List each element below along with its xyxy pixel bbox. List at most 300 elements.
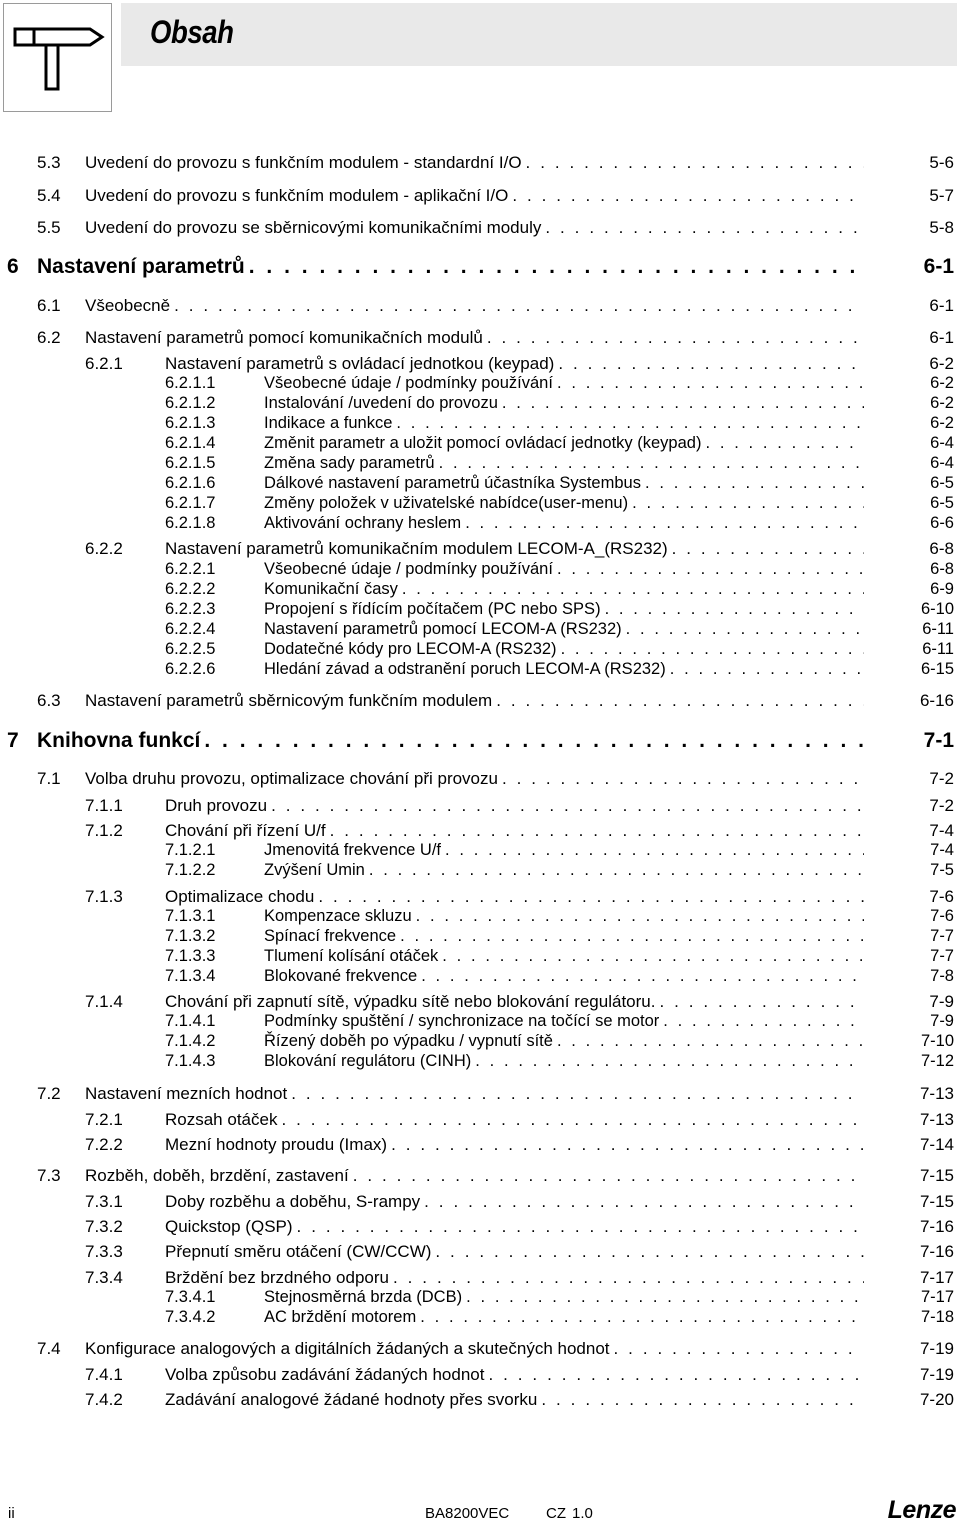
dot-leader (496, 691, 864, 711)
toc-page-number: 6-8 (929, 539, 954, 558)
toc-title-text: Chování při zapnutí sítě, výpadku sítě nebo blokování regulátoru. (165, 992, 656, 1011)
toc-page-number: 7-8 (930, 967, 954, 985)
toc-entry[interactable] (0, 1032, 960, 1054)
dot-leader (435, 1242, 864, 1262)
dot-leader (561, 640, 864, 659)
toc-title (85, 691, 864, 711)
toc-title (85, 153, 864, 173)
toc-page-number: 7-19 (919, 1365, 954, 1384)
toc-page-number: 7-20 (919, 1390, 954, 1409)
dot-leader (626, 620, 864, 639)
toc-entry[interactable] (0, 1192, 960, 1214)
dot-leader (557, 1032, 864, 1051)
toc-number: 7.1.4 (85, 992, 123, 1011)
toc-title-text: Komunikační časy (264, 580, 398, 598)
toc-page-number: 7-15 (919, 1166, 954, 1185)
toc-title (165, 1242, 864, 1262)
toc-title (85, 1084, 864, 1104)
toc-title-text: Blokované frekvence (264, 967, 418, 985)
dot-leader (396, 414, 864, 433)
toc-title (264, 494, 864, 513)
toc-title-text: Indikace a funkce (264, 414, 393, 432)
toc-entry[interactable] (0, 640, 960, 662)
toc-page-number: 7-15 (919, 1192, 954, 1211)
toc-title-text: Uvedení do provozu se sběrnicovými komunikačními moduly (85, 218, 542, 237)
toc-title-text: Druh provozu (165, 796, 268, 815)
toc-chapter[interactable] (0, 255, 960, 277)
toc-page-number: 6-5 (930, 494, 954, 512)
toc-title (264, 947, 864, 966)
toc-entry[interactable] (0, 414, 960, 436)
toc-entry[interactable] (0, 841, 960, 863)
toc-title (264, 600, 864, 619)
toc-title (264, 861, 864, 880)
toc-title (264, 660, 864, 679)
toc-entry[interactable] (0, 296, 960, 318)
toc-number: 6.2.1.7 (165, 494, 216, 512)
dot-leader (465, 514, 864, 533)
toc-entry[interactable] (0, 539, 960, 561)
toc-title (165, 1135, 864, 1155)
toc-page-number: 6-2 (929, 354, 954, 373)
toc-number: 7.1.2 (85, 821, 123, 840)
toc-entry[interactable] (0, 796, 960, 818)
dot-leader (330, 821, 864, 841)
toc-page-number: 7-6 (929, 887, 954, 906)
toc-entry[interactable] (0, 1308, 960, 1330)
toc-title-text: Stejnosměrná brzda (DCB) (264, 1288, 463, 1306)
toc-number: 7.1.4.1 (165, 1012, 216, 1030)
toc-entry[interactable] (0, 514, 960, 536)
dot-leader (421, 967, 864, 986)
toc-title (165, 796, 864, 816)
toc-number: 7.3.3 (85, 1242, 123, 1261)
toc-title (85, 328, 864, 348)
dot-leader (369, 861, 864, 880)
toc-number: 7.1.4.2 (165, 1032, 216, 1050)
toc-title-text: Podmínky spuštění / synchronizace na točící se motor (264, 1012, 660, 1030)
toc-title (264, 1288, 864, 1307)
toc-page-number: 6-15 (920, 660, 954, 678)
toc-title (165, 1390, 864, 1410)
toc-number: 7.1 (37, 769, 61, 788)
toc-number: 7.2.2 (85, 1135, 123, 1154)
toc-page-number: 6-1 (929, 296, 954, 315)
toc-chapter[interactable] (0, 729, 960, 751)
toc-page-number: 6-4 (930, 434, 954, 452)
toc-title-text: Nastavení parametrů (37, 255, 245, 278)
dot-leader (488, 1365, 864, 1385)
toc-number: 7 (7, 729, 19, 752)
toc-number: 6.2.1.3 (165, 414, 216, 432)
toc-title (264, 620, 864, 639)
dot-leader (291, 1084, 864, 1104)
toc-entry[interactable] (0, 218, 960, 240)
toc-number: 7.1.3.4 (165, 967, 216, 985)
toc-entry[interactable] (0, 887, 960, 909)
toc-title (165, 1268, 864, 1288)
toc-title (165, 354, 864, 374)
toc-title-text: Volba druhu provozu, optimalizace chování při provozu (85, 769, 498, 788)
toc-entry[interactable] (0, 354, 960, 376)
dot-leader (204, 729, 864, 753)
toc-title (264, 1032, 864, 1051)
toc-number: 7.1.4.3 (165, 1052, 216, 1070)
footer-version: 1.0 (572, 1505, 593, 1522)
dot-leader (605, 600, 864, 619)
toc-page-number: 6-8 (930, 560, 954, 578)
toc-number: 7.1.2.2 (165, 861, 216, 879)
toc-title-text: AC brždění motorem (264, 1308, 417, 1326)
dot-leader (442, 947, 864, 966)
toc-number: 7.1.1 (85, 796, 123, 815)
toc-number: 7.4.2 (85, 1390, 123, 1409)
dot-leader (416, 907, 864, 926)
toc-title (264, 394, 864, 413)
toc-page-number: 7-9 (930, 1012, 954, 1030)
toc-title (264, 374, 864, 393)
toc-page-number: 7-6 (930, 907, 954, 925)
toc-title (165, 1365, 864, 1385)
toc-title-text: Volba způsobu zadávání žádaných hodnot (165, 1365, 485, 1384)
toc-page-number: 6-11 (922, 620, 954, 638)
toc-title-text: Nastavení parametrů sběrnicovým funkčním modulem (85, 691, 493, 710)
dot-leader (557, 374, 864, 393)
toc-title-text: Zvýšení Umin (264, 861, 365, 879)
toc-title (264, 414, 864, 433)
toc-entry[interactable] (0, 992, 960, 1014)
toc-number: 5.3 (37, 153, 61, 172)
toc-title-text: Jmenovitá frekvence U/f (264, 841, 441, 859)
toc-number: 6.2.1.4 (165, 434, 216, 452)
page-title: Obsah (150, 14, 234, 50)
toc-title (264, 514, 864, 533)
dot-leader (353, 1166, 864, 1186)
toc-entry[interactable] (0, 454, 960, 476)
toc-title (264, 580, 864, 599)
toc-title (165, 992, 864, 1012)
toc-entry[interactable] (0, 153, 960, 175)
toc-entry[interactable] (0, 186, 960, 208)
toc-page-number: 7-1 (923, 729, 954, 752)
toc-entry[interactable] (0, 474, 960, 496)
toc-title (85, 1166, 864, 1186)
dot-leader (445, 841, 864, 860)
toc-number: 6.2.2.6 (165, 660, 216, 678)
toc-number: 7.3.4.2 (165, 1308, 216, 1326)
toc-title-text: Nastavení parametrů komunikačním modulem LECOM-A_(RS232) (165, 539, 668, 558)
toc-title (85, 186, 864, 206)
toc-page-number: 6-4 (930, 454, 954, 472)
toc-title (264, 434, 864, 453)
toc-title-text: Všeobecné údaje / podmínky používání (264, 374, 553, 392)
toc-entry[interactable] (0, 1052, 960, 1074)
dot-leader (402, 580, 864, 599)
toc-entry[interactable] (0, 967, 960, 989)
toc-page-number: 6-1 (923, 255, 954, 278)
toc-title-text: Brždění bez brzdného odporu (165, 1268, 389, 1287)
dot-leader (541, 1390, 864, 1410)
toc-entry[interactable] (0, 328, 960, 350)
toc-entry[interactable] (0, 1339, 960, 1361)
toc-title (165, 821, 864, 841)
toc-title-text: Dálkové nastavení parametrů účastníka Systembus (264, 474, 641, 492)
toc-number: 6 (7, 255, 19, 278)
footer-doc-code: BA8200VEC (425, 1505, 510, 1522)
toc-page-number: 7-4 (930, 841, 954, 859)
toc-number: 7.1.2.1 (165, 841, 216, 859)
dot-leader (271, 796, 864, 816)
toc-number: 5.4 (37, 186, 61, 205)
toc-title (264, 907, 864, 926)
toc-entry[interactable] (0, 1390, 960, 1412)
toc-entry[interactable] (0, 580, 960, 602)
toc-page-number: 7-10 (920, 1032, 954, 1050)
toc-entry[interactable] (0, 861, 960, 883)
toc-page-number: 7-16 (919, 1242, 954, 1261)
toc-page-number: 7-7 (930, 927, 954, 945)
dot-leader (632, 494, 864, 513)
toc-title-text: Aktivování ochrany heslem (264, 514, 462, 532)
toc-entry[interactable] (0, 907, 960, 929)
toc-entry[interactable] (0, 1084, 960, 1106)
toc-page-number: 7-12 (920, 1052, 954, 1070)
toc-entry[interactable] (0, 560, 960, 582)
toc-page-number: 7-7 (930, 947, 954, 965)
toc-title-text: Přepnutí směru otáčení (CW/CCW) (165, 1242, 432, 1261)
toc-title-text: Nastavení parametrů pomocí LECOM-A (RS232) (264, 620, 622, 638)
toc-page-number: 7-17 (920, 1288, 954, 1306)
toc-number: 7.4 (37, 1339, 61, 1358)
toc-page-number: 6-2 (930, 394, 954, 412)
toc-entry[interactable] (0, 1268, 960, 1290)
dot-leader (297, 1217, 864, 1237)
toc-page-number: 6-2 (930, 414, 954, 432)
toc-title-text: Mezní hodnoty proudu (Imax) (165, 1135, 388, 1154)
toc-page-number: 7-14 (919, 1135, 954, 1154)
toc-number: 6.2.1.1 (165, 374, 216, 392)
footer-page-number: ii (8, 1505, 15, 1522)
toc-title-text: Tlumení kolísání otáček (264, 947, 439, 965)
toc-title (165, 539, 864, 559)
toc-number: 7.1.3.2 (165, 927, 216, 945)
toc-title-text: Změny položek v uživatelské nabídce(user-menu) (264, 494, 629, 512)
dot-leader (400, 927, 864, 946)
dot-leader (526, 153, 864, 173)
toc-number: 6.2.1.2 (165, 394, 216, 412)
toc-title-text: Nastavení mezních hodnot (85, 1084, 288, 1103)
toc-entry[interactable] (0, 927, 960, 949)
toc-page-number: 7-4 (929, 821, 954, 840)
toc-number: 6.2.2.3 (165, 600, 216, 618)
toc-page-number: 7-13 (919, 1084, 954, 1103)
dot-leader (512, 186, 864, 206)
toc-number: 6.2.2.4 (165, 620, 216, 638)
toc-entry[interactable] (0, 691, 960, 713)
toc-page-number: 7-19 (919, 1339, 954, 1358)
dot-leader (502, 769, 864, 789)
dot-leader (174, 296, 864, 316)
toc-number: 7.3.2 (85, 1217, 123, 1236)
dot-leader (487, 328, 864, 348)
toc-page-number: 6-2 (930, 374, 954, 392)
toc-title-text: Změna sady parametrů (264, 454, 435, 472)
toc-entry[interactable] (0, 1110, 960, 1132)
toc-page-number: 6-11 (922, 640, 954, 658)
toc-title (85, 218, 864, 238)
dot-leader (663, 1012, 864, 1031)
toc-entry[interactable] (0, 600, 960, 622)
toc-title (264, 474, 864, 493)
toc-page-number: 7-16 (919, 1217, 954, 1236)
toc-title-text: Kompenzace skluzu (264, 907, 412, 925)
footer-language: CZ (546, 1505, 566, 1522)
toc-entry[interactable] (0, 394, 960, 416)
dot-leader (645, 474, 864, 493)
toc-page-number: 6-10 (920, 600, 954, 618)
toc-entry[interactable] (0, 1365, 960, 1387)
toc-title-text: Dodatečné kódy pro LECOM-A (RS232) (264, 640, 557, 658)
toc-number: 6.2.1.6 (165, 474, 216, 492)
toc-page-number: 6-9 (930, 580, 954, 598)
toc-page-number: 7-5 (930, 861, 954, 879)
toc-title (85, 769, 864, 789)
toc-title (264, 640, 864, 659)
toc-number: 6.2.2.5 (165, 640, 216, 658)
toc-title-text: Všeobecně (85, 296, 171, 315)
toc-number: 7.3.1 (85, 1192, 123, 1211)
toc-entry[interactable] (0, 1135, 960, 1157)
toc-title (264, 1052, 864, 1071)
toc-title-text: Spínací frekvence (264, 927, 397, 945)
toc-page-number: 7-2 (929, 796, 954, 815)
toc-title-text: Optimalizace chodu (165, 887, 315, 906)
dot-leader (558, 354, 864, 374)
toc-title-text: Hledání závad a odstranění poruch LECOM-A (RS232) (264, 660, 666, 678)
toc-entry[interactable] (0, 769, 960, 791)
toc-title (165, 887, 864, 907)
toc-title (264, 967, 864, 986)
toc-page-number: 7-2 (929, 769, 954, 788)
dot-leader (614, 1339, 864, 1359)
toc-title (264, 841, 864, 860)
toc-entry[interactable] (0, 1166, 960, 1188)
toc-title-text: Instalování /uvedení do provozu (264, 394, 498, 412)
dot-leader (439, 454, 864, 473)
toc-number: 6.3 (37, 691, 61, 710)
toc-number: 6.2 (37, 328, 61, 347)
signpost-icon (3, 3, 112, 112)
toc-entry[interactable] (0, 660, 960, 682)
brand-logo: Lenze (887, 1496, 956, 1524)
toc-number: 7.3.4.1 (165, 1288, 216, 1306)
toc-title (264, 1012, 864, 1031)
toc-number: 6.2.1 (85, 354, 123, 373)
toc-number: 7.3.4 (85, 1268, 123, 1287)
toc-title (165, 1110, 864, 1130)
toc-title-text: Quickstop (QSP) (165, 1217, 293, 1236)
dot-leader (281, 1110, 864, 1130)
toc-page-number: 5-7 (929, 186, 954, 205)
toc-page-number: 7-13 (919, 1110, 954, 1129)
toc-title-text: Nastavení parametrů pomocí komunikačních modulů (85, 328, 483, 347)
dot-leader (475, 1052, 864, 1071)
dot-leader (420, 1308, 864, 1327)
toc-number: 5.5 (37, 218, 61, 237)
toc-entry[interactable] (0, 1012, 960, 1034)
toc-title (165, 1192, 864, 1212)
toc-number: 7.1.3 (85, 887, 123, 906)
dot-leader (557, 560, 864, 579)
toc-title (37, 729, 864, 753)
dot-leader (672, 539, 864, 559)
dot-leader (545, 218, 864, 238)
dot-leader (424, 1192, 864, 1212)
toc-number: 6.2.2.1 (165, 560, 216, 578)
toc-title-text: Chování při řízení U/f (165, 821, 326, 840)
toc-title-text: Blokování regulátoru (CINH) (264, 1052, 472, 1070)
toc-title-text: Knihovna funkcí (37, 729, 201, 752)
dot-leader (705, 434, 864, 453)
toc-title-text: Konfigurace analogových a digitálních žádaných a skutečných hodnot (85, 1339, 610, 1358)
toc-title (264, 1308, 864, 1327)
dot-leader (249, 255, 864, 279)
toc-entry[interactable] (0, 1288, 960, 1310)
toc-page-number: 6-1 (929, 328, 954, 347)
toc-page-number: 6-16 (919, 691, 954, 710)
toc-number: 6.2.2 (85, 539, 123, 558)
toc-number: 7.1.3.3 (165, 947, 216, 965)
toc-title-text: Řízený doběh po výpadku / vypnutí sítě (264, 1032, 553, 1050)
toc-title (264, 454, 864, 473)
toc-title-text: Rozběh, doběh, brzdění, zastavení (85, 1166, 349, 1185)
toc-title (264, 927, 864, 946)
toc-title-text: Rozsah otáček (165, 1110, 278, 1129)
dot-leader (393, 1268, 864, 1288)
toc-title-text: Propojení s řídícím počítačem (PC nebo SPS) (264, 600, 601, 618)
dot-leader (391, 1135, 864, 1155)
toc-number: 6.1 (37, 296, 61, 315)
toc-entry[interactable] (0, 1242, 960, 1264)
toc-title-text: Nastavení parametrů s ovládací jednotkou (keypad) (165, 354, 555, 373)
toc-title-text: Zadávání analogové žádané hodnoty přes svorku (165, 1390, 538, 1409)
toc-page-number: 6-6 (930, 514, 954, 532)
toc-number: 7.3 (37, 1166, 61, 1185)
toc-entry[interactable] (0, 947, 960, 969)
toc-number: 6.2.1.5 (165, 454, 216, 472)
toc-title (37, 255, 864, 279)
toc-title-text: Uvedení do provozu s funkčním modulem - standardní I/O (85, 153, 522, 172)
toc-number: 7.2.1 (85, 1110, 123, 1129)
toc-title-text: Změnit parametr a uložit pomocí ovládací jednotky (keypad) (264, 434, 702, 452)
toc-title (85, 296, 864, 316)
toc-title (165, 1217, 864, 1237)
dot-leader (670, 660, 864, 679)
toc-entry[interactable] (0, 821, 960, 843)
toc-number: 6.2.1.8 (165, 514, 216, 532)
toc-entry[interactable] (0, 374, 960, 396)
toc-number: 6.2.2.2 (165, 580, 216, 598)
toc-title (264, 560, 864, 579)
toc-entry[interactable] (0, 620, 960, 642)
header-band (121, 3, 957, 66)
toc-entry[interactable] (0, 494, 960, 516)
toc-entry[interactable] (0, 1217, 960, 1239)
toc-title-text: Doby rozběhu a doběhu, S-rampy (165, 1192, 421, 1211)
toc-entry[interactable] (0, 434, 960, 456)
toc-number: 7.1.3.1 (165, 907, 216, 925)
dot-leader (659, 992, 864, 1012)
